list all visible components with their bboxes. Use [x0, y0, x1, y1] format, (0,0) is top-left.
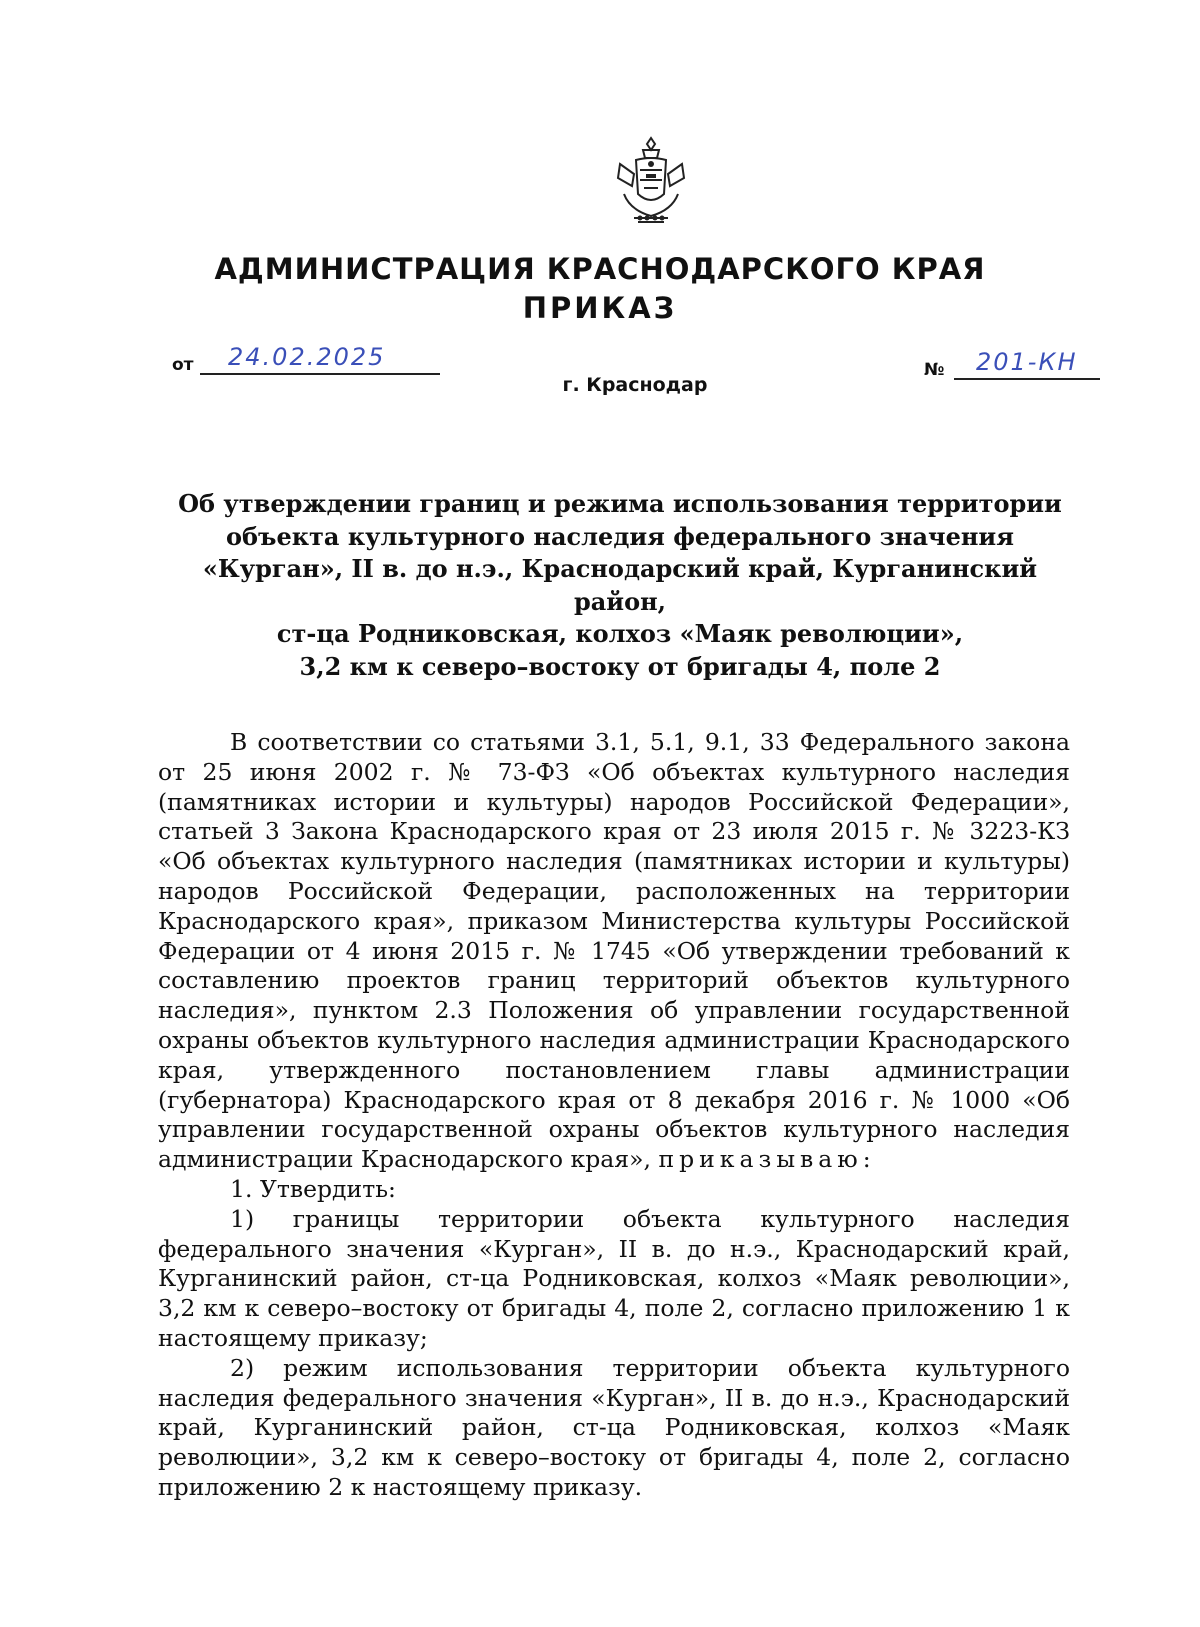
item-1-1-paragraph: 1) границы территории объекта культурного наследия федерального значения «Курган», II в. до н.э., Краснодарский край, Курганинский район, ст-ца Родниковская, колхоз «Маяк революции», 3,2 км к северо–востоку от бригады 4, поле 2, согласно приложению 1 к настоящему приказу;: [158, 1204, 1070, 1352]
date-label: от: [172, 355, 194, 375]
handwritten-date: 24.02.2025: [228, 343, 386, 371]
organization-title: АДМИНИСТРАЦИЯ КРАСНОДАРСКОГО КРАЯ: [214, 252, 986, 286]
order-word: приказываю:: [658, 1145, 876, 1174]
coat-of-arms-emblem: [610, 134, 692, 226]
subject-line: 3,2 км к северо–востоку от бригады 4, поле 2: [299, 651, 941, 681]
subject-line: ст-ца Родниковская, колхоз «Маяк революции»,: [276, 619, 964, 649]
handwritten-number: 201-КН: [976, 348, 1078, 376]
document-type-heading: ПРИКАЗ: [522, 291, 678, 325]
item-1-2-paragraph: 2) режим использования территории объекта культурного наследия федерального значения «Курган», II в. до н.э., Краснодарский край, Курганинский район, ст-ца Родниковская, колхоз «Маяк революции», 3,2 км к северо–востоку от бригады 4, поле 2, согласно приложению 2 к настоящему приказу.: [158, 1353, 1070, 1501]
number-label: №: [924, 360, 945, 380]
subject-line: «Курган», II в. до н.э., Краснодарский край, Курганинский район,: [202, 554, 1038, 616]
preamble-text: В соответствии со статьями 3.1, 5.1, 9.1, 33 Федерального закона от 25 июня 2002 г. № 73-ФЗ «Об объектах культурного наследия (памятниках истории и культуры) народов Российской Федерации», статьей 3 Закона Краснодарского края от 23 июля 2015 г. № 3223-КЗ «Об объектах культурного наследия (памятниках истории и культуры) народов Российской Федерации, расположенных на территории Краснодарского края», приказом Министерства культуры Российской Федерации от 4 июня 2015 г. № 1745 «Об утверждении требований к составлению проектов границ территорий объектов культурного наследия», пунктом 2.3 Положения об управлении государственной охраны объектов культурного наследия администрации Краснодарского края, утвержденного постановлением главы администрации (губернатора) Краснодарского края от 8 декабря 2016 г. № 1000 «Об управлении государственной охраны объектов культурного наследия администрации Краснодарского края»,: [158, 728, 1070, 1174]
city-line: г. Краснодар: [562, 374, 708, 396]
item-1-heading: 1. Утвердить:: [230, 1174, 396, 1203]
subject-line: Об утверждении границ и режима использования территории: [178, 489, 1062, 518]
preamble-paragraph: [158, 728, 1070, 1175]
date-field: [200, 345, 440, 375]
document-body: [158, 728, 1070, 1503]
document-subject: [170, 488, 1070, 684]
subject-line: объекта культурного наследия федерального значения: [226, 521, 1014, 551]
